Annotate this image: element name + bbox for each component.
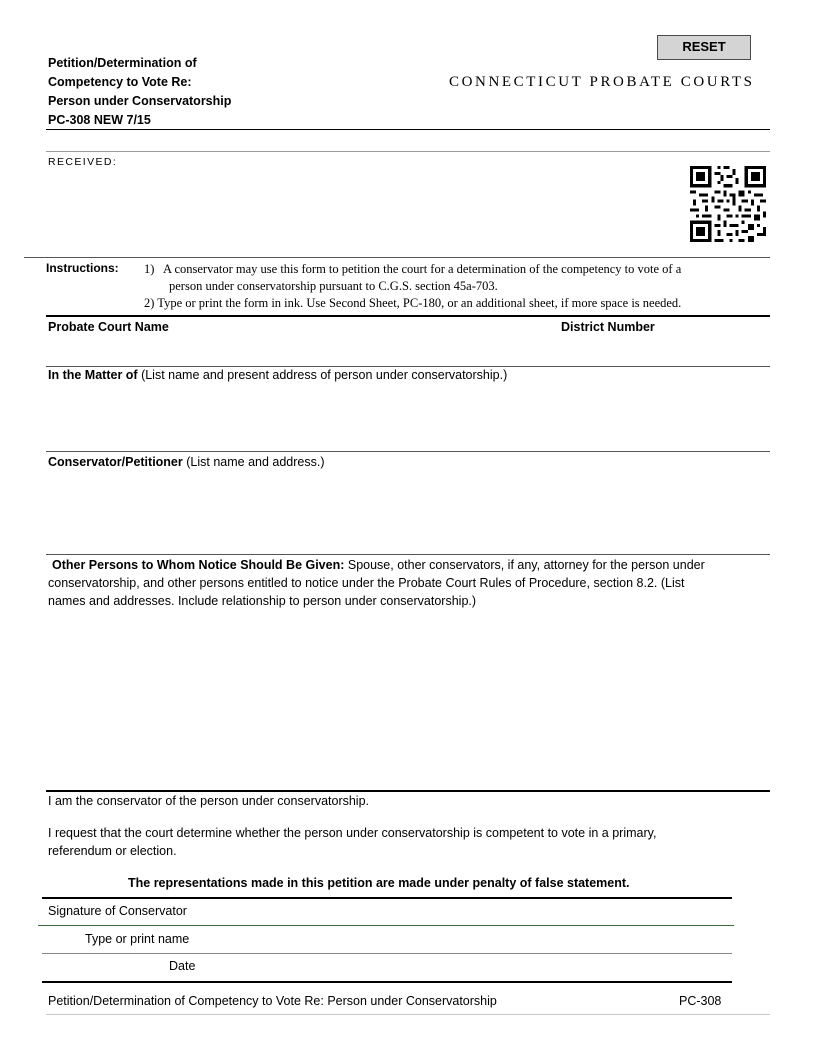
other-persons-line-3: names and addresses. Include relationship to person under conservatorship.) (48, 594, 477, 608)
court-divider (46, 366, 770, 367)
probate-court-name-field[interactable] (46, 336, 551, 364)
instruction-number-1: 1) (144, 262, 155, 276)
form-title-line: Person under Conservatorship (48, 94, 232, 108)
other-persons-line-1 (48, 556, 770, 574)
form-number: PC-308 NEW 7/15 (48, 113, 151, 127)
form-title-block (48, 54, 231, 130)
print-name-line (42, 953, 732, 954)
court-heading: CONNECTICUT PROBATE COURTS (449, 74, 755, 90)
instructions-divider (46, 315, 770, 317)
matter-field[interactable] (46, 386, 770, 448)
qr-code-icon (690, 166, 766, 242)
signature-label: Signature of Conservator (48, 904, 187, 918)
signature-line (38, 925, 734, 926)
request-statement (48, 824, 656, 860)
penalty-statement: The representations made in this petition are made under penalty of false statement. (128, 876, 630, 890)
petitioner-label-bold: Conservator/Petitioner (48, 455, 183, 469)
request-line-2: referendum or election. (48, 844, 177, 858)
request-line-1: I request that the court determine whether the person under conservatorship is competent to vote in a primary, (48, 826, 657, 840)
instruction-item-1-line2: person under conservatorship pursuant to C.G.S. section 45a-703. (169, 279, 498, 293)
instruction-item-1-line1: A conservator may use this form to petition the court for a determination of the competency to vote of a (163, 262, 682, 276)
form-title-line: Competency to Vote Re: (48, 75, 192, 89)
received-label: RECEIVED: (48, 156, 118, 168)
other-persons-field[interactable] (46, 614, 770, 786)
date-label: Date (169, 959, 196, 973)
date-field[interactable] (205, 956, 732, 980)
matter-divider (46, 451, 770, 452)
received-top-divider (46, 151, 770, 152)
other-persons-line-2: conservatorship, and other persons entitled to notice under the Probate Court Rules of Procedure, section 8.2. (List (48, 576, 685, 590)
footer-divider (46, 1014, 770, 1015)
signature-top-divider (42, 897, 732, 899)
footer-form-code: PC-308 (679, 994, 722, 1008)
footer-title: Petition/Determination of Competency to Vote Re: Person under Conservatorship (48, 994, 497, 1008)
instruction-item-2: 2) Type or print the form in ink. Use Second Sheet, PC-180, or an additional sheet, if more space is needed. (144, 296, 682, 310)
matter-label (48, 368, 507, 382)
district-number-label: District Number (561, 320, 655, 334)
form-title-line: Petition/Determination of (48, 56, 197, 70)
other-persons-label (48, 556, 770, 610)
received-bottom-divider (24, 257, 770, 258)
reset-button[interactable]: RESET (657, 35, 751, 60)
petitioner-label (48, 455, 325, 469)
other-persons-hint: Spouse, other conservators, if any, attorney for the person under (344, 558, 705, 572)
print-name-label: Type or print name (85, 932, 190, 946)
matter-label-hint: (List name and present address of person under conservatorship.) (137, 368, 508, 382)
petitioner-label-hint: (List name and address.) (182, 455, 325, 469)
matter-label-bold: In the Matter of (48, 368, 138, 382)
date-line (42, 981, 732, 983)
petitioner-field[interactable] (46, 473, 770, 551)
print-name-field[interactable] (205, 928, 732, 952)
conservator-statement: I am the conservator of the person under conservatorship. (48, 794, 370, 808)
probate-court-name-label: Probate Court Name (48, 320, 169, 334)
petitioner-divider (46, 554, 770, 555)
header-divider (46, 129, 770, 130)
signature-field[interactable] (205, 900, 732, 924)
district-number-field[interactable] (559, 336, 770, 364)
other-persons-bold: Other Persons to Whom Notice Should Be Given: (52, 558, 345, 572)
instructions-label: Instructions: (46, 261, 119, 275)
